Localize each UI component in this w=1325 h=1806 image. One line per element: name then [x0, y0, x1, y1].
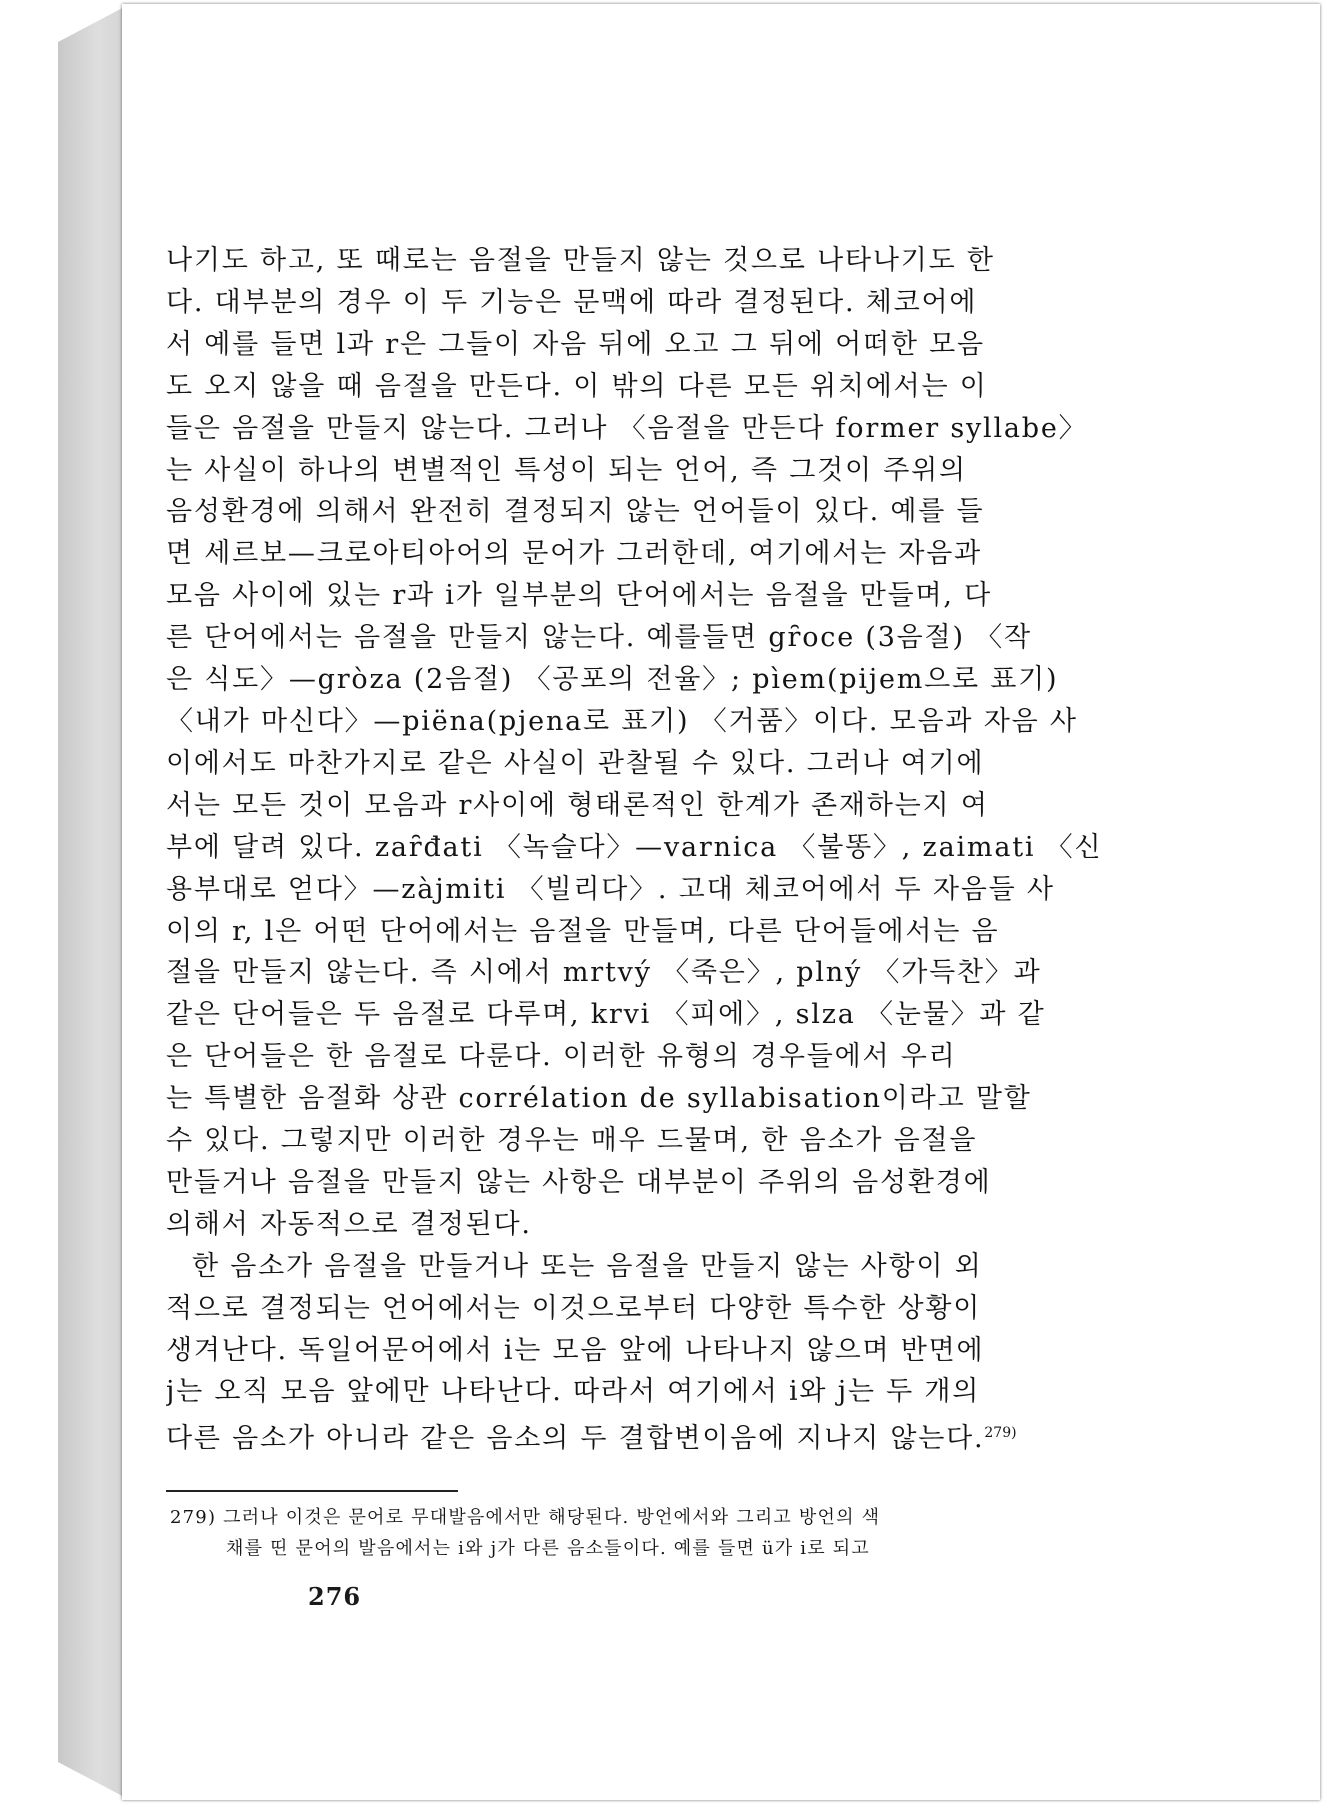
text-line: 이에서도 마찬가지로 같은 사실이 관찰될 수 있다. 그러나 여기에: [166, 747, 985, 779]
text-line: 용부대로 얻다〉—zàjmiti 〈빌리다〉. 고대 체코어에서 두 자음들 사: [166, 873, 1055, 905]
text-line: 만들거나 음절을 만들지 않는 사항은 대부분이 주위의 음성환경에: [166, 1166, 992, 1198]
text-line-last: [166, 1413, 1146, 1460]
text-line: 은 식도〉—gròza (2음절) 〈공포의 전율〉; pìem(pijem으로 표기): [166, 664, 1059, 696]
page-number: 276: [308, 1582, 362, 1611]
text-line: 서는 모든 것이 모음과 r사이에 형태론적인 한계가 존재하는지 여: [166, 789, 989, 821]
text-line: 〈내가 마신다〉—piëna(pjena로 표기) 〈거품〉이다. 모음과 자음 사: [166, 705, 1078, 737]
text-line: 한 음소가 음절을 만들거나 또는 음절을 만들지 않는 사항이 외: [192, 1250, 983, 1282]
text-line: 들은 음절을 만들지 않는다. 그러나 〈음절을 만든다 former syllabe〉: [166, 412, 1088, 444]
text-line: 는 특별한 음절화 상관 corrélation de syllabisation이라고 말할: [166, 1083, 1032, 1115]
text-line: 적으로 결정되는 언어에서는 이것으로부터 다양한 특수한 상황이: [166, 1292, 982, 1324]
text-content: 다른 음소가 아니라 같은 음소의 두 결합변이음에 지나지 않는다.: [166, 1423, 985, 1455]
text-line: 나기도 하고, 또 때로는 음절을 만들지 않는 것으로 나타나기도 한: [166, 245, 995, 276]
text-line: 는 사실이 하나의 변별적인 특성이 되는 언어, 즉 그것이 주위의: [166, 454, 967, 486]
text-line: 다. 대부분의 경우 이 두 기능은 문맥에 따라 결정된다. 체코어에: [166, 286, 978, 318]
text-line: 생겨난다. 독일어문어에서 i는 모음 앞에 나타나지 않으며 반면에: [166, 1334, 985, 1366]
book-edge: [58, 4, 130, 1800]
text-line: 도 오지 않을 때 음절을 만든다. 이 밖의 다른 모든 위치에서는 이: [166, 370, 988, 402]
text-line: j는 오직 모음 앞에만 나타난다. 따라서 여기에서 i와 j는 두 개의: [166, 1376, 981, 1408]
text-line: 은 단어들은 한 음절로 다룬다. 이러한 유형의 경우들에서 우리: [166, 1041, 957, 1073]
body-text: [166, 240, 1146, 1460]
text-line: 수 있다. 그렇지만 이러한 경우는 매우 드물며, 한 음소가 음절을: [166, 1125, 978, 1157]
text-line: 의해서 자동적으로 결정된다.: [166, 1208, 532, 1240]
text-line: 른 단어에서는 음절을 만들지 않는다. 예를들면 gȓoce (3음절) 〈작: [166, 622, 1032, 654]
footnote-line: 채를 띤 문어의 발음에서는 i와 j가 다른 음소들이다. 예를 들면 ü가 i로 되고: [226, 1538, 870, 1559]
text-line: 면 세르보—크로아티아어의 문어가 그러한데, 여기에서는 자음과: [166, 538, 983, 570]
text-line: 음성환경에 의해서 완전히 결정되지 않는 언어들이 있다. 예를 들: [166, 496, 985, 528]
footnote-divider: [166, 1490, 458, 1492]
text-line: 같은 단어들은 두 음절로 다루며, krvi 〈피에〉, slza 〈눈물〉과 같: [166, 999, 1046, 1031]
footnote: [170, 1502, 1150, 1564]
text-line: 절을 만들지 않는다. 즉 시에서 mrtvý 〈죽은〉, plný 〈가득찬〉과: [166, 957, 1042, 989]
footnote-line: 279) 그러나 이것은 문어로 무대발음에서만 해당된다. 방언에서와 그리고 방언의 색: [170, 1507, 881, 1528]
text-line: 모음 사이에 있는 r과 i가 일부분의 단어에서는 음절을 만들며, 다: [166, 580, 993, 612]
footnote-reference: 279): [984, 1425, 1017, 1442]
text-line: 부에 달려 있다. zaȓđati 〈녹슬다〉—varnica 〈불똥〉, zaimati 〈신: [166, 831, 1103, 863]
text-line: 서 예를 들면 l과 r은 그들이 자음 뒤에 오고 그 뒤에 어떠한 모음: [166, 328, 985, 360]
text-line: 이의 r, l은 어떤 단어에서는 음절을 만들며, 다른 단어들에서는 음: [166, 915, 1000, 947]
